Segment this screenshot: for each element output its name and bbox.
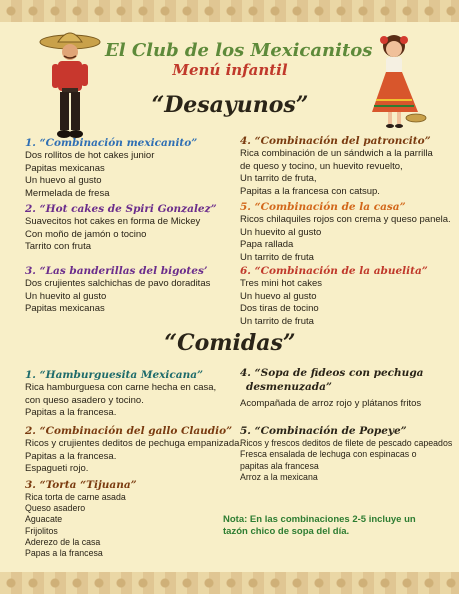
menu-item-desayuno-2 bbox=[25, 202, 217, 254]
menu-item-title-continued: desmenuzada” bbox=[246, 381, 332, 393]
menu-item-line: Un huevito al gusto bbox=[25, 290, 107, 302]
menu-item-line: Ricos chilaquiles rojos con crema y queso panela. bbox=[240, 214, 451, 225]
menu-item-title: 2. “Hot cakes de Spiri Gonzalez” bbox=[25, 203, 217, 215]
menu-item-title: 4. “Sopa de fideos con pechuga bbox=[240, 367, 424, 379]
menu-item-line: Frijolitos bbox=[25, 525, 58, 536]
menu-item-line: Papitas a la francesa con catsup. bbox=[240, 185, 380, 197]
menu-item-line: Aderezo de la casa bbox=[25, 536, 101, 547]
menu-item-line: Un huevito al gusto bbox=[240, 226, 322, 238]
menu-item-comida-4 bbox=[240, 366, 423, 411]
menu-item-desayuno-1 bbox=[25, 136, 197, 200]
menu-item-line: Papitas a la francesa. bbox=[25, 450, 117, 462]
menu-item-line: con queso asadero y tocino. bbox=[25, 394, 144, 406]
menu-item-line: Tarrito con fruta bbox=[25, 241, 91, 253]
restaurant-title: El Club de los Mexicanitos bbox=[105, 40, 373, 61]
menu-item-title: 2. “Combinación del gallo Claudio” bbox=[25, 425, 233, 437]
menu-item-title: 3. “Torta “Tijuana” bbox=[25, 479, 137, 491]
menu-item-line: Dos rollitos de hot cakes junior bbox=[25, 150, 155, 161]
decorative-border-top bbox=[0, 0, 459, 22]
menu-item-comida-2 bbox=[25, 424, 242, 476]
menu-item-line: Un huevo al gusto bbox=[25, 175, 102, 187]
menu-item-title: 1. “Combinación mexicanito” bbox=[25, 137, 198, 149]
menu-item-line: Aguacate bbox=[25, 514, 63, 525]
menu-item-line: Papitas mexicanas bbox=[25, 303, 105, 315]
menu-item-comida-3 bbox=[25, 478, 137, 559]
combination-note: Nota: En las combinaciones 2-5 incluye un tazón chico de sopa del día. bbox=[223, 514, 416, 537]
menu-item-line: Ricos y crujientes deditos de pechuga empanizada. bbox=[25, 438, 243, 449]
section-title-desayunos: “Desayunos” bbox=[151, 92, 309, 118]
menu-item-line: Mermelada de fresa bbox=[25, 187, 110, 199]
menu-item-line: Un huevo al gusto bbox=[240, 290, 317, 302]
menu-item-line: Dos crujientes salchichas de pavo doraditas bbox=[25, 278, 211, 289]
decorative-border-bottom bbox=[0, 572, 459, 594]
menu-item-line: de queso y tocino, un huevito revuelto, bbox=[240, 160, 403, 172]
menu-item-line: Papitas mexicanas bbox=[25, 162, 105, 174]
menu-item-comida-1 bbox=[25, 368, 216, 420]
menu-item-line: Papa rallada bbox=[240, 239, 294, 251]
menu-item-line: Con moño de jamón o tocino bbox=[25, 228, 147, 240]
menu-item-line: Papitas a la francesa. bbox=[25, 407, 117, 419]
menu-item-title: 3. “Las banderillas del bigotes’ bbox=[25, 265, 208, 277]
menu-item-line: Queso asadero bbox=[25, 503, 86, 514]
menu-item-desayuno-5 bbox=[240, 200, 451, 264]
menu-item-title: 1. “Hamburguesita Mexicana” bbox=[25, 369, 204, 381]
menu-item-line: Un tarrito de fruta bbox=[240, 251, 314, 263]
girl-illustration bbox=[364, 32, 430, 132]
menu-item-line: papitas ala francesa bbox=[240, 460, 319, 471]
menu-item-title: 5. “Combinación de la casa” bbox=[240, 201, 406, 213]
menu-item-line: Suavecitos hot cakes en forma de Mickey bbox=[25, 216, 201, 227]
section-title-comidas: “Comidas” bbox=[164, 330, 296, 356]
menu-item-desayuno-6 bbox=[240, 264, 428, 328]
menu-item-line: Rica torta de carne asada bbox=[25, 492, 126, 502]
menu-item-line: Un tarrito de fruta, bbox=[240, 173, 317, 185]
menu-item-line: Espagueti rojo. bbox=[25, 463, 89, 475]
menu-item-line: Fresca ensalada de lechuga con espinacas o bbox=[240, 449, 417, 460]
menu-item-line: Rica hamburguesa con carne hecha en casa, bbox=[25, 382, 217, 393]
menu-item-line: Acompañada de arroz rojo y plátanos fritos bbox=[240, 398, 422, 409]
menu-item-comida-5 bbox=[240, 424, 452, 484]
menu-item-line: Dos tiras de tocino bbox=[240, 303, 319, 315]
charro-boy-illustration bbox=[36, 26, 106, 146]
menu-item-line: Tres mini hot cakes bbox=[240, 278, 323, 289]
menu-item-desayuno-3 bbox=[25, 264, 210, 316]
menu-item-line: Rica combinación de un sándwich a la parrilla bbox=[240, 148, 433, 159]
menu-subtitle: Menú infantil bbox=[172, 61, 288, 79]
menu-item-line: Papas a la francesa bbox=[25, 548, 103, 559]
menu-item-title: 4. “Combinación del patroncito” bbox=[240, 135, 431, 147]
menu-item-line: Un tarrito de fruta bbox=[240, 315, 314, 327]
menu-item-line: Arroz a la mexicana bbox=[240, 472, 318, 483]
menu-item-title: 6. “Combinación de la abuelita” bbox=[240, 265, 428, 277]
menu-item-title: 5. “Combinación de Popeye” bbox=[240, 425, 407, 437]
menu-item-line: Ricos y frescos deditos de filete de pescado capeados bbox=[240, 438, 453, 448]
menu-item-desayuno-4 bbox=[240, 134, 433, 198]
